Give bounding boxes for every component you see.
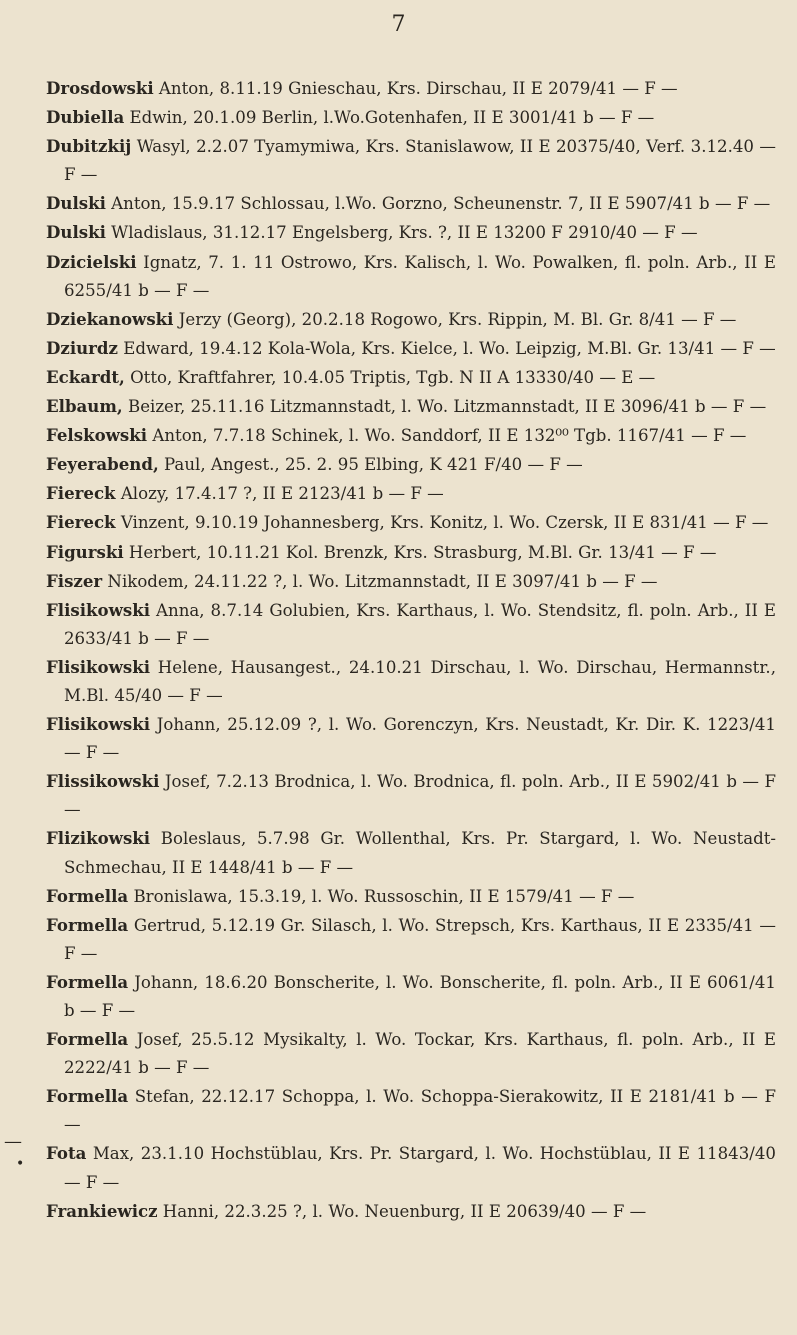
page-number: 7 — [391, 12, 406, 37]
entry-details: Boleslaus, 5.7.98 Gr. Wollenthal, Krs. Pr. Stargard, l. Wo. Neustadt-Schmechau, II E 1448/41 b — F — — [64, 829, 776, 877]
register-entry — [46, 710, 776, 767]
register-entry — [46, 450, 776, 479]
entry-details: Helene, Hausangest., 24.10.21 Dirschau, l. Wo. Dirschau, Hermannstr., M.Bl. 45/40 — F — — [64, 657, 776, 705]
register-entry — [46, 334, 776, 363]
register-entry — [46, 653, 776, 710]
entry-details: Johann, 25.12.09 ?, l. Wo. Gorenczyn, Krs. Neustadt, Kr. Dir. K. 1223/41 — F — — [64, 715, 776, 763]
entry-surname: Flissikowski — [46, 771, 160, 792]
entry-details: Ignatz, 7. 1. 11 Ostrowo, Krs. Kalisch, l. Wo. Powalken, fl. poln. Arb., II E 6255/41 b — F — — [64, 252, 776, 300]
entry-surname: Fiszer — [46, 570, 103, 591]
entry-details: Paul, Angest., 25. 2. 95 Elbing, K 421 F/40 — F — — [158, 455, 583, 475]
register-entry — [46, 248, 776, 305]
register-entry — [46, 363, 776, 392]
entry-details: Josef, 7.2.13 Brodnica, l. Wo. Brodnica, fl. poln. Arb., II E 5902/41 b — F — — [64, 772, 776, 820]
entry-details: Vinzent, 9.10.19 Johannesberg, Krs. Konitz, l. Wo. Czersk, II E 831/41 — F — — [115, 513, 769, 533]
entry-surname: Drosdowski — [46, 78, 154, 98]
entry-surname: Fiereck — [46, 483, 116, 504]
entry-surname: Flisikowski — [46, 714, 151, 735]
register-entry — [46, 882, 776, 911]
entry-surname: Formella — [46, 914, 129, 935]
register-entry — [46, 392, 776, 421]
entry-surname: Eckardt, — [46, 366, 125, 387]
entry-surname: Fiereck — [46, 512, 116, 533]
register-entry — [46, 824, 776, 881]
register-entry — [46, 1025, 776, 1082]
entry-details: Gertrud, 5.12.19 Gr. Silasch, l. Wo. Strepsch, Krs. Karthaus, II E 2335/41 — F — — [64, 915, 776, 963]
entry-surname: Dziurdz — [46, 337, 118, 358]
register-entry — [46, 479, 776, 508]
entry-details: Otto, Kraftfahrer, 10.4.05 Triptis, Tgb. N II A 13330/40 — E — — [124, 367, 656, 387]
register-entry — [46, 1082, 776, 1139]
entry-details: Wasyl, 2.2.07 Tyamymiwa, Krs. Stanislawow, II E 20375/40, Verf. 3.12.40 — F — — [64, 137, 776, 185]
register-entry — [46, 1139, 776, 1196]
margin-dot-mark: • — [16, 1156, 25, 1172]
register-entry — [46, 567, 776, 596]
entry-surname: Dulski — [46, 222, 106, 243]
entry-details: Wladislaus, 31.12.17 Engelsberg, Krs. ?, II E 13200 F 2910/40 — F — — [105, 223, 698, 243]
entry-details: Edward, 19.4.12 Kola-Wola, Krs. Kielce, l. Wo. Leipzig, M.Bl. Gr. 13/41 — F — — [117, 338, 776, 358]
entry-details: Hanni, 22.3.25 ?, l. Wo. Neuenburg, II E 20639/40 — F — — [157, 1201, 647, 1221]
entry-surname: Flizikowski — [46, 828, 151, 849]
entry-details: Anton, 7.7.18 Schinek, l. Wo. Sanddorf, II E 132⁰⁰ Tgb. 1167/41 — F — — [147, 426, 747, 446]
entry-surname: Dubiella — [46, 107, 125, 128]
entry-surname: Dziekanowski — [46, 308, 174, 329]
register-entry — [46, 74, 776, 103]
register-entry — [46, 1197, 776, 1226]
entry-details: Alozy, 17.4.17 ?, II E 2123/41 b — F — — [115, 484, 444, 504]
register-entry — [46, 103, 776, 132]
entry-details: Beizer, 25.11.16 Litzmannstadt, l. Wo. Litzmannstadt, II E 3096/41 b — F — — [122, 397, 767, 417]
entry-details: Max, 23.1.10 Hochstüblau, Krs. Pr. Stargard, l. Wo. Hochstüblau, II E 11843/40 — F — — [64, 1144, 776, 1192]
entry-surname: Dzicielski — [46, 251, 137, 272]
entry-details: Jerzy (Georg), 20.2.18 Rogowo, Krs. Rippin, M. Bl. Gr. 8/41 — F — — [173, 309, 737, 329]
entry-surname: Frankiewicz — [46, 1200, 158, 1221]
register-entry — [46, 421, 776, 450]
entry-details: Josef, 25.5.12 Mysikalty, l. Wo. Tockar, Krs. Karthaus, fl. poln. Arb., II E 2222/41 b — F — — [64, 1030, 776, 1078]
register-entry — [46, 538, 776, 567]
margin-dash-mark: — — [4, 1131, 22, 1152]
register-entry — [46, 767, 776, 824]
entry-surname: Dubitzkij — [46, 136, 132, 157]
entry-details: Anton, 15.9.17 Schlossau, l.Wo. Gorzno, Scheunenstr. 7, II E 5907/41 b — F — — [105, 194, 771, 214]
register-entry — [46, 218, 776, 247]
entry-surname: Elbaum, — [46, 396, 123, 417]
register-entry — [46, 911, 776, 968]
register-entry — [46, 305, 776, 334]
register-entries — [46, 74, 776, 1226]
entry-surname: Dulski — [46, 193, 106, 214]
entry-surname: Felskowski — [46, 425, 148, 446]
entry-details: Edwin, 20.1.09 Berlin, l.Wo.Gotenhafen, II E 3001/41 b — F — — [124, 108, 655, 128]
entry-surname: Formella — [46, 1029, 129, 1050]
entry-surname: Formella — [46, 1086, 129, 1107]
entry-surname: Feyerabend, — [46, 454, 159, 475]
entry-details: Bronislawa, 15.3.19, l. Wo. Russoschin, II E 1579/41 — F — — [128, 886, 635, 906]
entry-surname: Flisikowski — [46, 656, 151, 677]
register-entry — [46, 508, 776, 537]
entry-surname: Formella — [46, 971, 129, 992]
entry-details: Herbert, 10.11.21 Kol. Brenzk, Krs. Strasburg, M.Bl. Gr. 13/41 — F — — [123, 542, 717, 562]
entry-surname: Formella — [46, 885, 129, 906]
register-entry — [46, 132, 776, 189]
entry-surname: Flisikowski — [46, 599, 151, 620]
entry-surname: Figurski — [46, 541, 124, 562]
register-entry — [46, 596, 776, 653]
entry-details: Anton, 8.11.19 Gnieschau, Krs. Dirschau, II E 2079/41 — F — — [153, 79, 678, 98]
entry-surname: Fota — [46, 1143, 87, 1164]
register-entry — [46, 968, 776, 1025]
entry-details: Johann, 18.6.20 Bonscherite, l. Wo. Bonscherite, fl. poln. Arb., II E 6061/41 b — F — — [64, 972, 776, 1020]
entry-details: Nikodem, 24.11.22 ?, l. Wo. Litzmannstadt, II E 3097/41 b — F — — [102, 571, 658, 591]
entry-details: Anna, 8.7.14 Golubien, Krs. Karthaus, l. Wo. Stendsitz, fl. poln. Arb., II E 2633/41 b — F — — [64, 600, 776, 648]
entry-details: Stefan, 22.12.17 Schoppa, l. Wo. Schoppa-Sierakowitz, II E 2181/41 b — F — — [64, 1087, 776, 1135]
register-entry — [46, 189, 776, 218]
